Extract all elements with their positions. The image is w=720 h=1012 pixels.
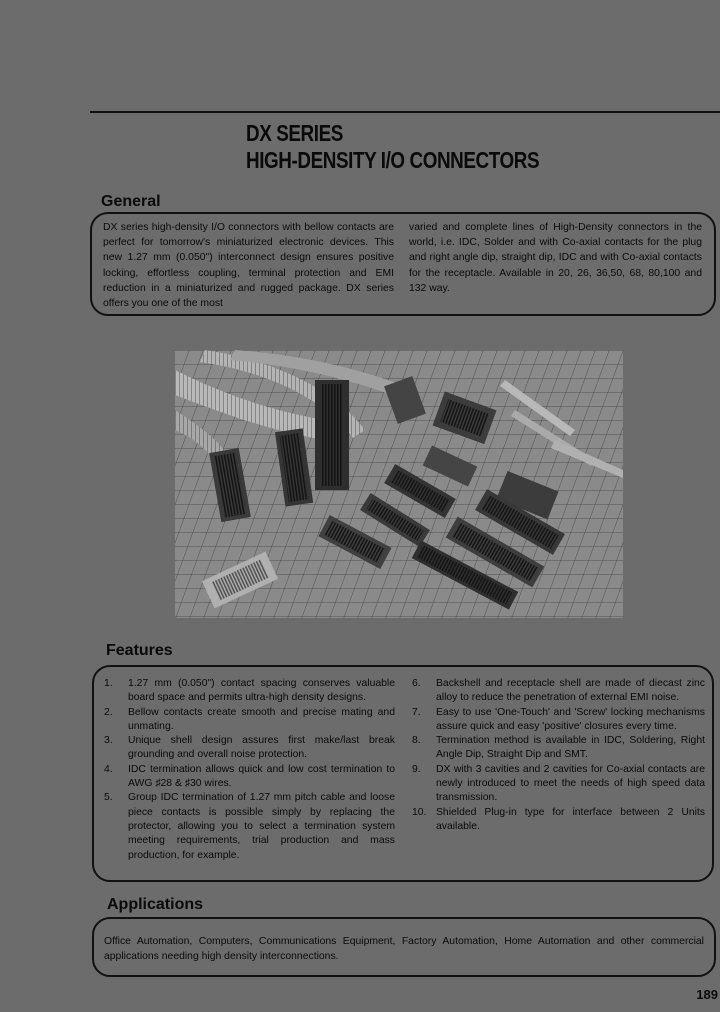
feature-text: DX with 3 cavities and 2 cavities for Co-axial contacts are newly introduced to meet the needs of high speed data transmission. (436, 763, 705, 804)
feature-number: 4. (104, 763, 113, 775)
feature-text: Termination method is available in IDC, Soldering, Right Angle Dip, Straight Dip and SMT. (436, 735, 705, 761)
general-heading: General (101, 193, 161, 210)
feature-item (412, 806, 705, 835)
feature-text: Backshell and receptacle shell are made of diecast zinc alloy to reduce the penetration of external EMI noise. (436, 678, 705, 704)
feature-text: Shielded Plug-in type for interface between 2 Units available. (436, 806, 705, 832)
product-title: HIGH-DENSITY I/O CONNECTORS (246, 147, 540, 173)
general-box (90, 212, 716, 316)
feature-item (412, 734, 705, 763)
feature-item (104, 763, 395, 792)
feature-number: 10. (412, 806, 427, 818)
feature-item (412, 763, 705, 806)
applications-text: Office Automation, Computers, Communications Equipment, Factory Automation, Home Automation and other commercial applications needing high density interconnections. (104, 936, 704, 963)
feature-number: 5. (104, 792, 113, 804)
feature-text: Bellow contacts create smooth and precise mating and unmating. (128, 706, 395, 732)
feature-number: 7. (412, 706, 421, 718)
applications-heading: Applications (107, 896, 204, 913)
features-box (92, 665, 714, 882)
feature-text: Unique shell design assures first make/last break grounding and overall noise protection. (128, 735, 395, 761)
feature-text: 1.27 mm (0.050") contact spacing conserves valuable board space and permits ultra-high density designs. (128, 678, 395, 704)
applications-box (92, 917, 716, 977)
feature-item (104, 706, 395, 735)
series-title: DX SERIES (246, 120, 343, 146)
feature-text: Easy to use 'One-Touch' and 'Screw' locking mechanisms assure quick and easy 'positive' closures every time. (436, 706, 705, 732)
feature-item (104, 677, 395, 706)
feature-number: 2. (104, 706, 113, 718)
header-rule (90, 111, 720, 113)
feature-number: 8. (412, 735, 421, 747)
feature-item (104, 791, 395, 862)
feature-item (412, 706, 705, 735)
feature-number: 1. (104, 678, 113, 689)
connector-product-photo (175, 350, 623, 618)
feature-text: IDC termination allows quick and low cost termination to AWG ♯28 & ♯30 wires. (128, 763, 395, 790)
feature-item (412, 677, 705, 706)
features-heading: Features (106, 642, 173, 659)
feature-text: Group IDC termination of 1.27 mm pitch cable and loose piece contacts is possible simply by replacing the protector, allowing you to select a termination system meeting requirements, trial production and mass production, for example. (128, 792, 395, 861)
features-list-right (412, 677, 705, 834)
feature-item (104, 734, 395, 763)
features-list-left (104, 677, 395, 863)
feature-number: 9. (412, 763, 421, 775)
feature-number: 3. (104, 735, 113, 747)
general-text-right: varied and complete lines of High-Density connectors in the world, i.e. IDC, Solder and with Co-axial contacts for the plug and right angle dip, straight dip, IDC and with Co-axial contacts for the receptacle. Available in 20, 26, 36,50, 68, 80,100 and 132 way. (409, 222, 702, 294)
page-number: 189 (696, 987, 718, 1002)
general-text-left: DX series high-density I/O connectors with bellow contacts are perfect for tomorrow's miniaturized electronic devices. This new 1.27 mm (0.050") interconnect design ensures positive locking, effortless coupling, terminal protection and EMI reduction in a miniaturized and rugged package. DX series offers you one of the most (103, 222, 394, 310)
feature-number: 6. (412, 678, 421, 689)
